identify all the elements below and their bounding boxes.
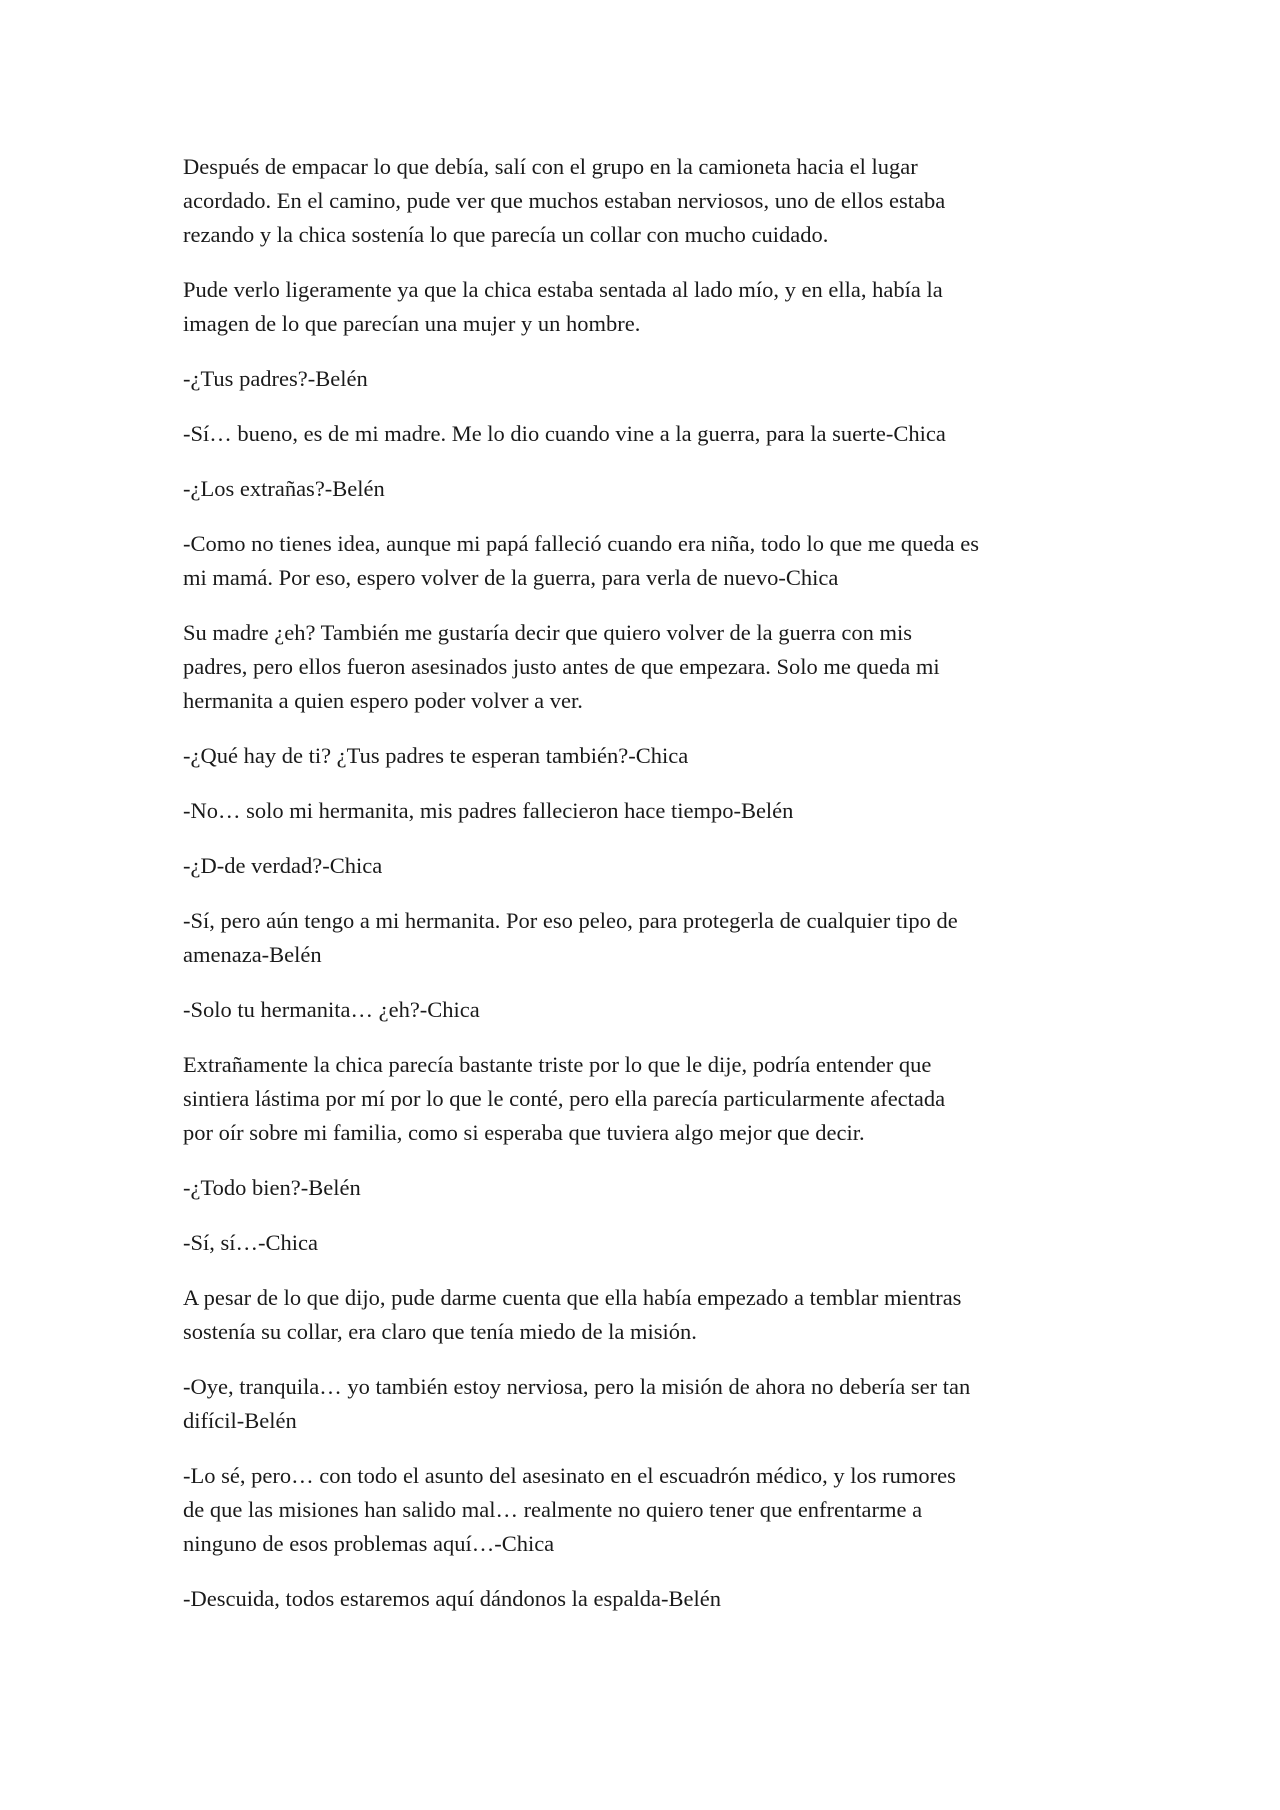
text-line: -¿D-de verdad?-Chica bbox=[183, 853, 383, 878]
text-line: hermanita a quien espero poder volver a ver. bbox=[183, 688, 583, 713]
text-line: -¿Tus padres?-Belén bbox=[183, 366, 368, 391]
text-line: -Solo tu hermanita… ¿eh?-Chica bbox=[183, 997, 480, 1022]
paragraph-dialogue bbox=[183, 417, 1103, 451]
paragraph-dialogue bbox=[183, 1226, 1103, 1260]
text-line: -Lo sé, pero… con todo el asunto del asesinato en el escuadrón médico, y los rumores bbox=[183, 1463, 956, 1488]
text-line: mi mamá. Por eso, espero volver de la guerra, para verla de nuevo-Chica bbox=[183, 565, 839, 590]
paragraph-dialogue bbox=[183, 1582, 1103, 1616]
text-line: acordado. En el camino, pude ver que muchos estaban nerviosos, uno de ellos estaba bbox=[183, 188, 946, 213]
paragraph-dialogue bbox=[183, 794, 1103, 828]
paragraph-narration bbox=[183, 616, 1103, 718]
text-line: -¿Los extrañas?-Belén bbox=[183, 476, 385, 501]
paragraph-narration bbox=[183, 1281, 1103, 1349]
paragraph-narration bbox=[183, 150, 1103, 252]
text-line: Después de empacar lo que debía, salí con el grupo en la camioneta hacia el lugar bbox=[183, 154, 918, 179]
text-line: por oír sobre mi familia, como si esperaba que tuviera algo mejor que decir. bbox=[183, 1120, 865, 1145]
text-line: padres, pero ellos fueron asesinados justo antes de que empezara. Solo me queda mi bbox=[183, 654, 940, 679]
paragraph-dialogue bbox=[183, 993, 1103, 1027]
text-line: -Como no tienes idea, aunque mi papá falleció cuando era niña, todo lo que me queda es bbox=[183, 531, 979, 556]
text-line: amenaza-Belén bbox=[183, 942, 322, 967]
text-line: sintiera lástima por mí por lo que le conté, pero ella parecía particularmente afectada bbox=[183, 1086, 946, 1111]
paragraph-dialogue bbox=[183, 1370, 1103, 1438]
text-line: imagen de lo que parecían una mujer y un hombre. bbox=[183, 311, 641, 336]
paragraph-dialogue bbox=[183, 362, 1103, 396]
paragraph-dialogue bbox=[183, 1171, 1103, 1205]
paragraph-dialogue bbox=[183, 849, 1103, 883]
text-line: de que las misiones han salido mal… realmente no quiero tener que enfrentarme a bbox=[183, 1497, 923, 1522]
text-line: -Sí… bueno, es de mi madre. Me lo dio cuando vine a la guerra, para la suerte-Chica bbox=[183, 421, 946, 446]
text-line: Su madre ¿eh? También me gustaría decir que quiero volver de la guerra con mis bbox=[183, 620, 912, 645]
paragraph-dialogue bbox=[183, 472, 1103, 506]
text-line: Extrañamente la chica parecía bastante triste por lo que le dije, podría entender que bbox=[183, 1052, 932, 1077]
text-line: rezando y la chica sostenía lo que parecía un collar con mucho cuidado. bbox=[183, 222, 829, 247]
paragraph-narration bbox=[183, 273, 1103, 341]
text-line: -Sí, pero aún tengo a mi hermanita. Por eso peleo, para protegerla de cualquier tipo de bbox=[183, 908, 958, 933]
paragraph-narration bbox=[183, 1048, 1103, 1150]
text-line: difícil-Belén bbox=[183, 1408, 297, 1433]
paragraph-dialogue bbox=[183, 527, 1103, 595]
text-line: A pesar de lo que dijo, pude darme cuenta que ella había empezado a temblar mientras bbox=[183, 1285, 962, 1310]
text-line: -Oye, tranquila… yo también estoy nerviosa, pero la misión de ahora no debería ser tan bbox=[183, 1374, 971, 1399]
text-line: -No… solo mi hermanita, mis padres fallecieron hace tiempo-Belén bbox=[183, 798, 794, 823]
text-line: ninguno de esos problemas aquí…-Chica bbox=[183, 1531, 555, 1556]
paragraph-dialogue bbox=[183, 739, 1103, 773]
text-line: -¿Todo bien?-Belén bbox=[183, 1175, 361, 1200]
text-line: -Descuida, todos estaremos aquí dándonos la espalda-Belén bbox=[183, 1586, 721, 1611]
text-line: sostenía su collar, era claro que tenía miedo de la misión. bbox=[183, 1319, 697, 1344]
document-page bbox=[183, 150, 1103, 1637]
text-line: -Sí, sí…-Chica bbox=[183, 1230, 318, 1255]
text-line: -¿Qué hay de ti? ¿Tus padres te esperan también?-Chica bbox=[183, 743, 689, 768]
text-line: Pude verlo ligeramente ya que la chica estaba sentada al lado mío, y en ella, había la bbox=[183, 277, 943, 302]
paragraph-dialogue bbox=[183, 1459, 1103, 1561]
paragraph-dialogue bbox=[183, 904, 1103, 972]
